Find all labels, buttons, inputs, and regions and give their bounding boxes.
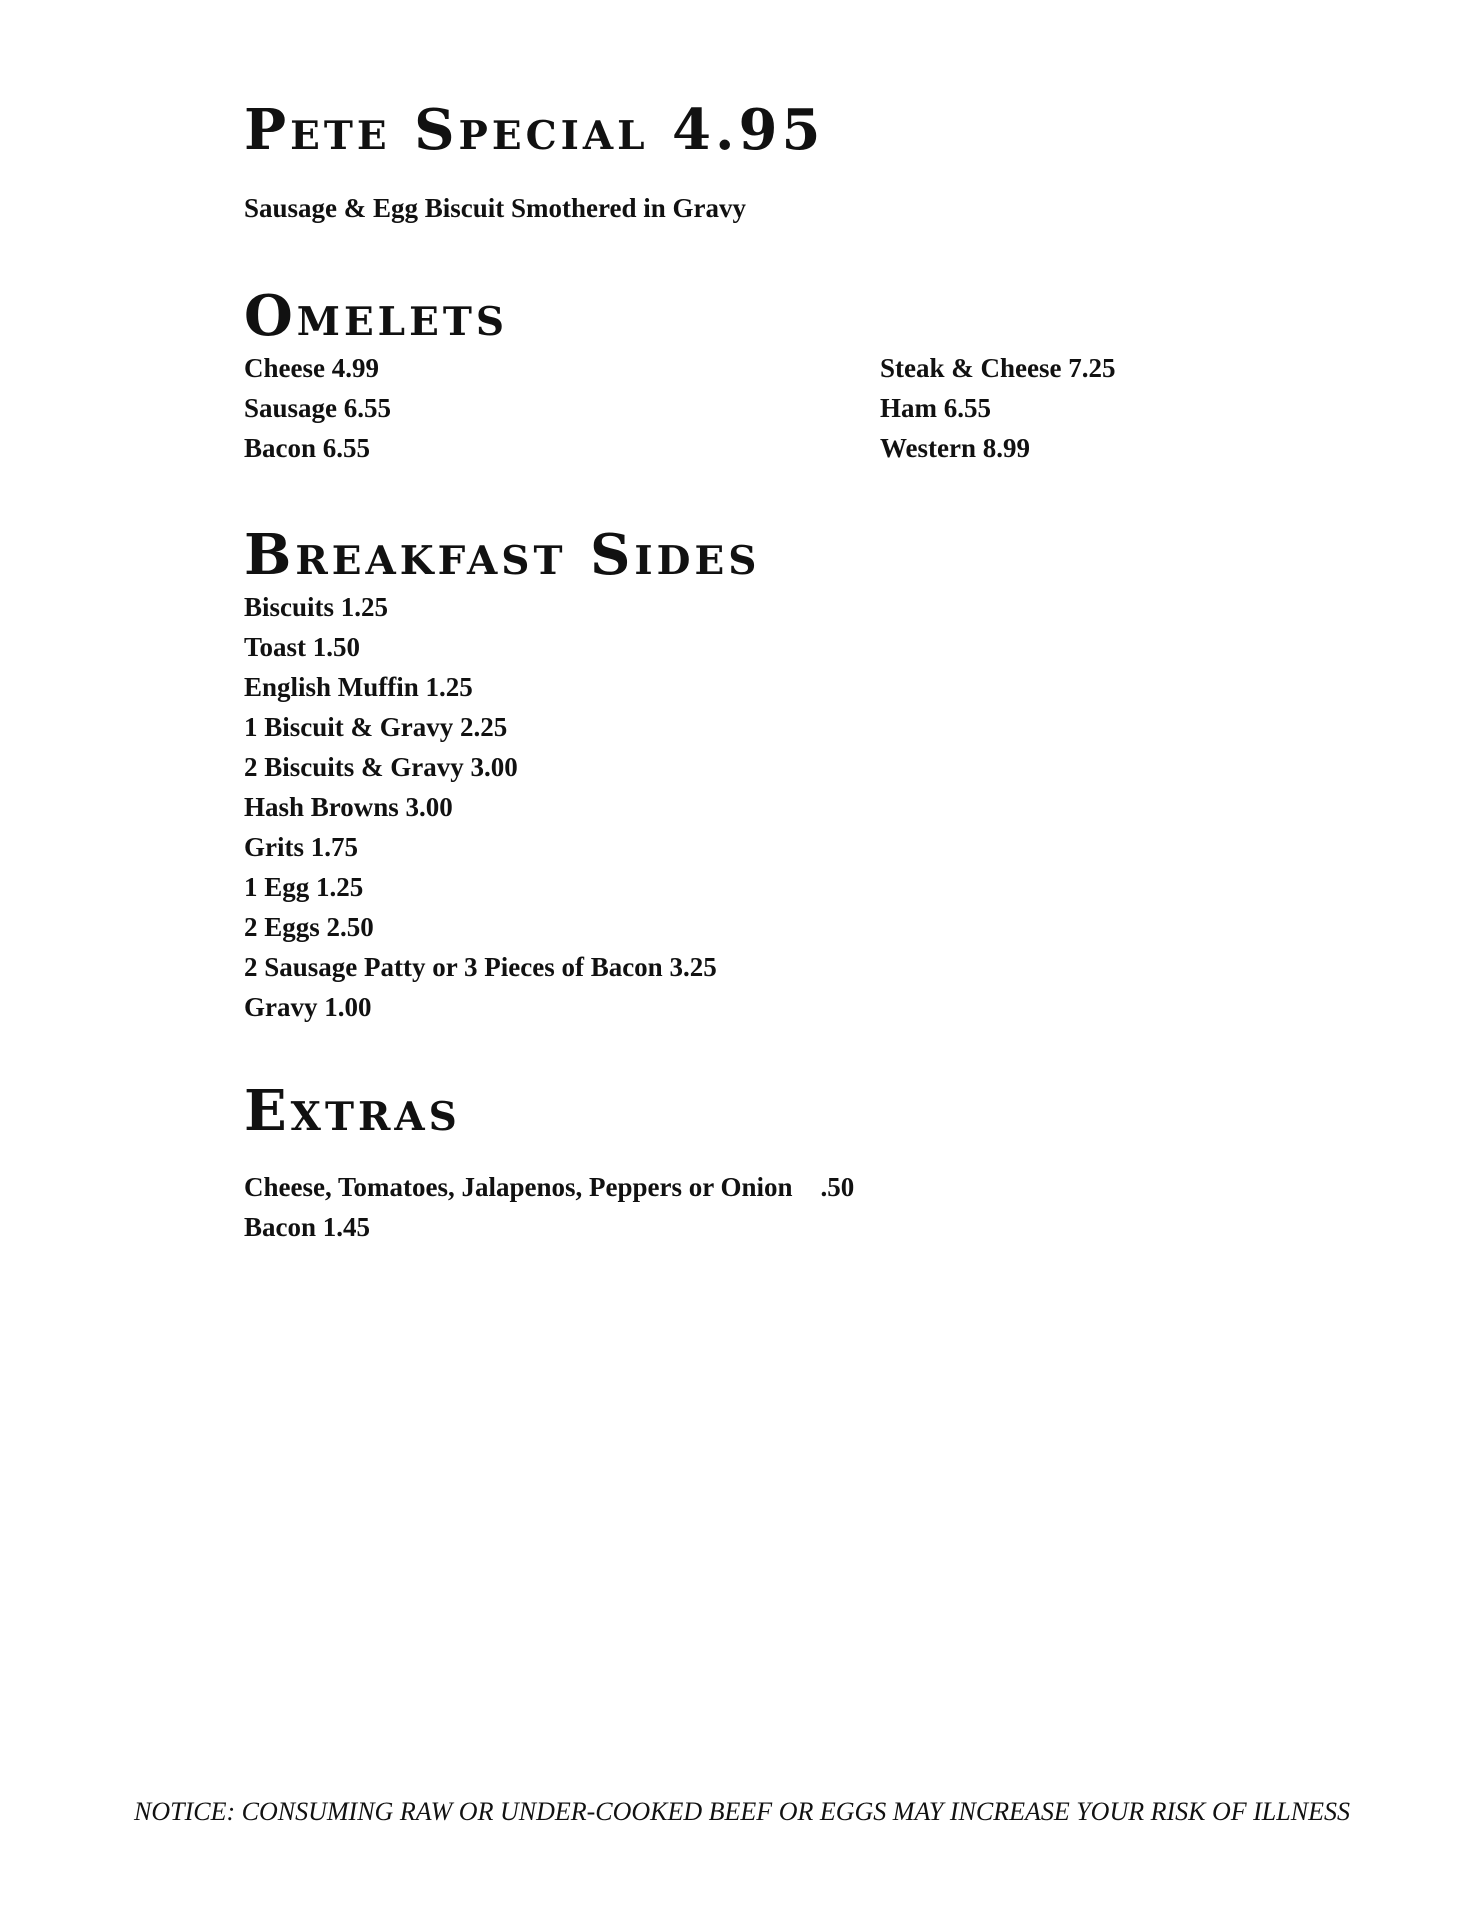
- breakfast-sides-list: [244, 587, 717, 1027]
- omelets-left-list: [244, 348, 391, 468]
- list-item: 2 Biscuits & Gravy 3.00: [244, 752, 518, 782]
- list-item: 2 Sausage Patty or 3 Pieces of Bacon 3.25: [244, 952, 717, 982]
- extras-toppings-row: [244, 1167, 854, 1207]
- list-item: Bacon 6.55: [244, 433, 371, 463]
- extras-toppings-label: Cheese, Tomatoes, Jalapenos, Peppers or Onion: [244, 1172, 793, 1202]
- list-item: Cheese 4.99: [244, 353, 379, 383]
- list-item: Hash Browns 3.00: [244, 792, 453, 822]
- pete-special-heading: Pete Special 4.95: [244, 97, 825, 163]
- list-item: English Muffin 1.25: [244, 672, 473, 702]
- list-item: Gravy 1.00: [244, 992, 372, 1022]
- list-item: Ham 6.55: [880, 393, 991, 423]
- extras-heading: Extras: [244, 1078, 461, 1144]
- list-item: 1 Biscuit & Gravy 2.25: [244, 712, 508, 742]
- list-item: Steak & Cheese 7.25: [880, 353, 1116, 383]
- list-item: Western 8.99: [880, 433, 1030, 463]
- list-item: 2 Eggs 2.50: [244, 912, 374, 942]
- omelets-heading: Omelets: [244, 283, 509, 349]
- omelets-right-list: [880, 348, 1115, 468]
- list-item: 1 Egg 1.25: [244, 872, 364, 902]
- list-item: Bacon 1.45: [244, 1212, 371, 1242]
- list-item: Grits 1.75: [244, 832, 358, 862]
- list-item: Biscuits 1.25: [244, 592, 389, 622]
- pete-special-description: Sausage & Egg Biscuit Smothered in Gravy: [244, 193, 747, 223]
- breakfast-sides-heading: Breakfast Sides: [244, 522, 761, 588]
- list-item: Toast 1.50: [244, 632, 361, 662]
- health-notice: NOTICE: CONSUMING RAW OR UNDER-COOKED BEEF OR EGGS MAY INCREASE YOUR RISK OF ILLNESS: [134, 1797, 1350, 1826]
- extras-list: [244, 1167, 854, 1247]
- list-item: Sausage 6.55: [244, 393, 392, 423]
- extras-toppings-price: .50: [820, 1172, 855, 1202]
